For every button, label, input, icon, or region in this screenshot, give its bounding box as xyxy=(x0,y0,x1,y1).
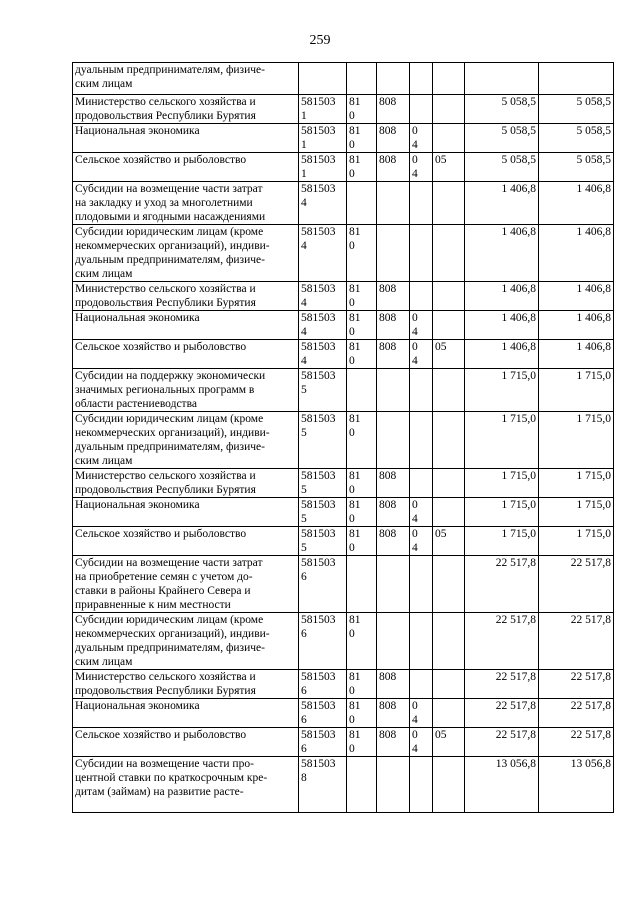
row-amount-1: 1 406,8 xyxy=(465,225,539,282)
row-subsection xyxy=(433,95,465,124)
row-ministry-code: 808 xyxy=(377,311,410,340)
row-amount-1: 1 406,8 xyxy=(465,182,539,225)
row-subsection xyxy=(433,757,465,813)
row-name: Субсидии на возмещение части затрат на закладку и уход за многолетними плодовыми и ягодными насаждениями xyxy=(73,182,299,225)
row-name: Сельское хозяйство и рыболовство xyxy=(73,728,299,757)
row-section: 0 4 xyxy=(410,153,433,182)
row-target-article: 581503 6 xyxy=(299,613,347,670)
row-amount-2: 1 715,0 xyxy=(539,527,614,556)
row-section xyxy=(410,182,433,225)
table-row xyxy=(73,311,614,340)
row-subsection xyxy=(433,670,465,699)
row-expense-type: 81 0 xyxy=(347,728,377,757)
row-target-article: 581503 4 xyxy=(299,311,347,340)
table-row xyxy=(73,527,614,556)
row-subsection xyxy=(433,498,465,527)
row-ministry-code: 808 xyxy=(377,728,410,757)
row-amount-1: 22 517,8 xyxy=(465,670,539,699)
row-ministry-code: 808 xyxy=(377,95,410,124)
row-ministry-code: 808 xyxy=(377,469,410,498)
row-expense-type: 81 0 xyxy=(347,311,377,340)
row-target-article: 581503 6 xyxy=(299,556,347,613)
row-amount-1: 22 517,8 xyxy=(465,613,539,670)
row-subsection xyxy=(433,282,465,311)
row-target-article: 581503 6 xyxy=(299,728,347,757)
table-row xyxy=(73,225,614,282)
row-amount-2: 1 715,0 xyxy=(539,412,614,469)
row-name: Национальная экономика xyxy=(73,699,299,728)
table-row xyxy=(73,469,614,498)
row-expense-type: 81 0 xyxy=(347,340,377,369)
row-name: Министерство сельского хозяйства и продовольствия Республики Бурятия xyxy=(73,670,299,699)
row-name: Министерство сельского хозяйства и продовольствия Республики Бурятия xyxy=(73,95,299,124)
row-expense-type: 81 0 xyxy=(347,282,377,311)
row-target-article: 581503 5 xyxy=(299,527,347,556)
row-section xyxy=(410,556,433,613)
row-name: Министерство сельского хозяйства и продовольствия Республики Бурятия xyxy=(73,469,299,498)
row-ministry-code: 808 xyxy=(377,699,410,728)
row-subsection: 05 xyxy=(433,153,465,182)
row-expense-type: 81 0 xyxy=(347,699,377,728)
row-target-article: 581503 5 xyxy=(299,469,347,498)
row-expense-type xyxy=(347,182,377,225)
row-amount-2: 1 406,8 xyxy=(539,282,614,311)
row-amount-1: 22 517,8 xyxy=(465,556,539,613)
row-amount-1 xyxy=(465,63,539,95)
row-expense-type: 81 0 xyxy=(347,95,377,124)
row-amount-2: 1 406,8 xyxy=(539,340,614,369)
row-target-article: 581503 5 xyxy=(299,412,347,469)
row-expense-type xyxy=(347,757,377,813)
row-target-article: 581503 8 xyxy=(299,757,347,813)
row-section xyxy=(410,369,433,412)
row-subsection xyxy=(433,124,465,153)
row-target-article: 581503 4 xyxy=(299,340,347,369)
row-amount-1: 22 517,8 xyxy=(465,699,539,728)
row-subsection xyxy=(433,369,465,412)
row-target-article: 581503 1 xyxy=(299,95,347,124)
row-name: Министерство сельского хозяйства и продовольствия Республики Бурятия xyxy=(73,282,299,311)
row-amount-1: 5 058,5 xyxy=(465,124,539,153)
budget-table xyxy=(72,62,614,813)
row-expense-type: 81 0 xyxy=(347,613,377,670)
row-section: 0 4 xyxy=(410,527,433,556)
table-row xyxy=(73,556,614,613)
row-name: дуальным предпринимателям, физиче- ским лицам xyxy=(73,63,299,95)
row-amount-2: 1 406,8 xyxy=(539,182,614,225)
table-row xyxy=(73,340,614,369)
row-amount-2: 1 406,8 xyxy=(539,225,614,282)
row-ministry-code: 808 xyxy=(377,282,410,311)
table-row xyxy=(73,63,614,95)
row-section xyxy=(410,95,433,124)
row-ministry-code xyxy=(377,225,410,282)
row-target-article: 581503 6 xyxy=(299,699,347,728)
row-section xyxy=(410,469,433,498)
row-amount-1: 5 058,5 xyxy=(465,153,539,182)
row-amount-2: 5 058,5 xyxy=(539,124,614,153)
row-amount-2: 22 517,8 xyxy=(539,728,614,757)
table-row xyxy=(73,369,614,412)
row-ministry-code xyxy=(377,556,410,613)
row-name: Национальная экономика xyxy=(73,124,299,153)
row-ministry-code: 808 xyxy=(377,527,410,556)
row-target-article: 581503 5 xyxy=(299,498,347,527)
row-amount-2: 5 058,5 xyxy=(539,95,614,124)
row-target-article: 581503 1 xyxy=(299,124,347,153)
row-target-article xyxy=(299,63,347,95)
table-row xyxy=(73,95,614,124)
row-section xyxy=(410,225,433,282)
row-amount-2: 22 517,8 xyxy=(539,670,614,699)
row-amount-2: 22 517,8 xyxy=(539,556,614,613)
row-amount-2: 1 406,8 xyxy=(539,311,614,340)
row-amount-2: 13 056,8 xyxy=(539,757,614,813)
row-ministry-code xyxy=(377,63,410,95)
row-name: Субсидии на возмещение части про- центной ставки по краткосрочным кре- дитам (займам) на развитие расте- xyxy=(73,757,299,813)
row-amount-1: 1 715,0 xyxy=(465,369,539,412)
row-amount-1: 1 406,8 xyxy=(465,340,539,369)
row-expense-type xyxy=(347,369,377,412)
row-amount-2: 1 715,0 xyxy=(539,498,614,527)
row-target-article: 581503 1 xyxy=(299,153,347,182)
row-subsection xyxy=(433,225,465,282)
row-subsection xyxy=(433,63,465,95)
table-row xyxy=(73,182,614,225)
row-expense-type: 81 0 xyxy=(347,469,377,498)
row-amount-1: 1 715,0 xyxy=(465,412,539,469)
row-section xyxy=(410,613,433,670)
row-name: Субсидии юридическим лицам (кроме некоммерческих организаций), индиви- дуальным предпринимателям, физиче- ским лицам xyxy=(73,225,299,282)
row-section xyxy=(410,412,433,469)
table-row xyxy=(73,670,614,699)
row-subsection xyxy=(433,412,465,469)
row-expense-type xyxy=(347,63,377,95)
row-section: 0 4 xyxy=(410,728,433,757)
row-subsection xyxy=(433,699,465,728)
row-amount-1: 1 715,0 xyxy=(465,469,539,498)
row-target-article: 581503 4 xyxy=(299,225,347,282)
row-subsection xyxy=(433,469,465,498)
row-amount-2: 5 058,5 xyxy=(539,153,614,182)
row-ministry-code xyxy=(377,369,410,412)
row-target-article: 581503 4 xyxy=(299,182,347,225)
row-name: Субсидии юридическим лицам (кроме некоммерческих организаций), индиви- дуальным предпринимателям, физиче- ским лицам xyxy=(73,412,299,469)
row-ministry-code xyxy=(377,412,410,469)
row-amount-2: 22 517,8 xyxy=(539,613,614,670)
table-row xyxy=(73,153,614,182)
row-expense-type: 81 0 xyxy=(347,225,377,282)
row-amount-1: 22 517,8 xyxy=(465,728,539,757)
table-row xyxy=(73,412,614,469)
row-expense-type: 81 0 xyxy=(347,670,377,699)
row-amount-2: 1 715,0 xyxy=(539,469,614,498)
row-expense-type: 81 0 xyxy=(347,153,377,182)
row-name: Субсидии на возмещение части затрат на приобретение семян с учетом до- ставки в районы Крайнего Севера и приравненные к ним местности xyxy=(73,556,299,613)
table-row xyxy=(73,728,614,757)
row-amount-2: 22 517,8 xyxy=(539,699,614,728)
row-subsection xyxy=(433,556,465,613)
row-expense-type: 81 0 xyxy=(347,124,377,153)
row-ministry-code: 808 xyxy=(377,340,410,369)
row-subsection: 05 xyxy=(433,340,465,369)
row-amount-1: 1 715,0 xyxy=(465,527,539,556)
row-subsection: 05 xyxy=(433,728,465,757)
row-expense-type: 81 0 xyxy=(347,412,377,469)
row-name: Национальная экономика xyxy=(73,311,299,340)
row-target-article: 581503 6 xyxy=(299,670,347,699)
row-ministry-code: 808 xyxy=(377,124,410,153)
row-section: 0 4 xyxy=(410,340,433,369)
row-subsection xyxy=(433,311,465,340)
row-expense-type xyxy=(347,556,377,613)
row-ministry-code xyxy=(377,757,410,813)
row-amount-2: 1 715,0 xyxy=(539,369,614,412)
row-target-article: 581503 5 xyxy=(299,369,347,412)
row-section: 0 4 xyxy=(410,699,433,728)
table-row xyxy=(73,699,614,728)
row-amount-1: 13 056,8 xyxy=(465,757,539,813)
row-name: Сельское хозяйство и рыболовство xyxy=(73,153,299,182)
row-amount-1: 1 715,0 xyxy=(465,498,539,527)
row-target-article: 581503 4 xyxy=(299,282,347,311)
page-number: 259 xyxy=(309,33,331,48)
row-ministry-code: 808 xyxy=(377,153,410,182)
row-expense-type: 81 0 xyxy=(347,527,377,556)
table-row xyxy=(73,498,614,527)
row-subsection xyxy=(433,613,465,670)
row-ministry-code: 808 xyxy=(377,498,410,527)
row-section: 0 4 xyxy=(410,498,433,527)
row-subsection xyxy=(433,182,465,225)
table-row xyxy=(73,613,614,670)
row-name: Сельское хозяйство и рыболовство xyxy=(73,340,299,369)
row-name: Субсидии юридическим лицам (кроме некоммерческих организаций), индиви- дуальным предпринимателям, физиче- ским лицам xyxy=(73,613,299,670)
row-name: Субсидии на поддержку экономически значимых региональных программ в области растениеводства xyxy=(73,369,299,412)
row-section: 0 4 xyxy=(410,311,433,340)
row-name: Сельское хозяйство и рыболовство xyxy=(73,527,299,556)
row-expense-type: 81 0 xyxy=(347,498,377,527)
row-section xyxy=(410,63,433,95)
row-section xyxy=(410,670,433,699)
row-ministry-code xyxy=(377,182,410,225)
row-section: 0 4 xyxy=(410,124,433,153)
row-name: Национальная экономика xyxy=(73,498,299,527)
row-amount-1: 1 406,8 xyxy=(465,282,539,311)
row-amount-1: 5 058,5 xyxy=(465,95,539,124)
row-ministry-code xyxy=(377,613,410,670)
table-row xyxy=(73,124,614,153)
row-subsection: 05 xyxy=(433,527,465,556)
row-amount-2 xyxy=(539,63,614,95)
row-section xyxy=(410,282,433,311)
table-row xyxy=(73,757,614,813)
table-row xyxy=(73,282,614,311)
row-section xyxy=(410,757,433,813)
row-ministry-code: 808 xyxy=(377,670,410,699)
row-amount-1: 1 406,8 xyxy=(465,311,539,340)
